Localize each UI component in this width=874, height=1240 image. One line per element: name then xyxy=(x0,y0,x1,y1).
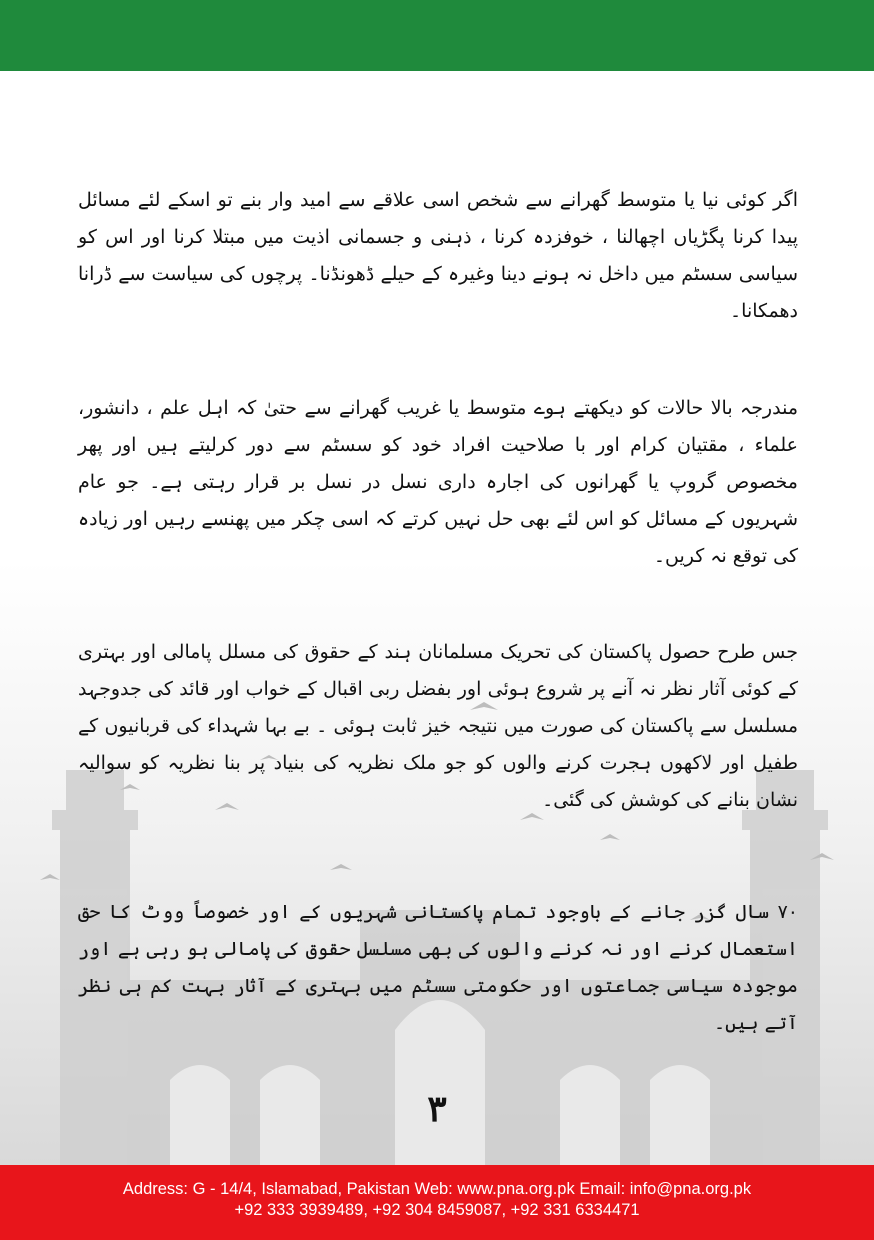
paragraph-2: مندرجہ بالا حالات کو دیکھتے ہوے متوسط یا غریب گھرانے سے حتیٰ کہ اہل علم ، دانشور، علماء ، مقتیان کرام اور با صلاحیت افراد خود کو سسٹم سے دور کرلیتے ہیں اور پھر مخصوص گروپ یا گھرانوں کی اجارہ داری نسل در نسل بر قرار رہتی ہے۔ جو عام شہریوں کے مسائل کو اس لئے بھی حل نہیں کرتے کہ اسی چکر میں پھنسے رہیں اور زیادہ کی توقع نہ کریں۔ xyxy=(78,397,798,567)
footer-band xyxy=(0,1165,874,1240)
top-green-band xyxy=(0,0,874,71)
paragraph-1: اگر کوئی نیا یا متوسط گھرانے سے شخص اسی علاقے سے امید وار بنے تو اسکے لئے مسائل پیدا کرنا پگڑیاں اچھالنا ، خوفزدہ کرنا ، ذہنی و جسمانی اذیت میں مبتلا کرنا اور اس کو سیاسی سسٹم میں داخل نہ ہونے دینا وغیرہ کے حیلے ڈھونڈنا۔ پرچوں کی سیاست سے ڈرانا دھمکانا۔ xyxy=(78,189,798,322)
paragraph-3: جس طرح حصول پاکستان کی تحریک مسلمانان ہند کے حقوق کی مسلل پامالی اور بہتری کے کوئی آثار نظر نہ آنے پر شروع ہوئی اور بفضل ربی اقبال کے خواب اور قائد کی جدوجہد مسلسل سے پاکستان کی صورت میں نتیجہ خیز ثابت ہوئی ۔ بے بہا شہداء کی قربانیوں کے طفیل اور لاکھوں ہجرت کرنے والوں کو جو ملک نظریہ کی بنیاد پر بنا نظریہ کو سوالیہ نشان بنانے کی کوشش کی گئی۔ xyxy=(78,641,798,811)
footer-phone-line: +92 333 3939489, +92 304 8459087, +92 331 6334471 xyxy=(234,1201,640,1219)
paragraph-4: ۷۰ سال گزر جانے کے باوجود تمام پاکستانی شہریوں کے اور خصوصاً ووٹ کا حق استعمال کرنے اور نہ کرنے والوں کی بھی مسلسل حقوق کی پامالی ہو رہی ہے اور موجودہ سیاسی جماعتوں اور حکومتی سسٹم میں بہتری کے آثار بہت کم ہی نظر آتے ہیں۔ xyxy=(78,901,798,1034)
footer-address-line: Address: G - 14/4, Islamabad, Pakistan Web: www.pna.org.pk Email: info@pna.org.pk xyxy=(122,1180,752,1198)
page-number: ۳ xyxy=(427,1088,447,1130)
